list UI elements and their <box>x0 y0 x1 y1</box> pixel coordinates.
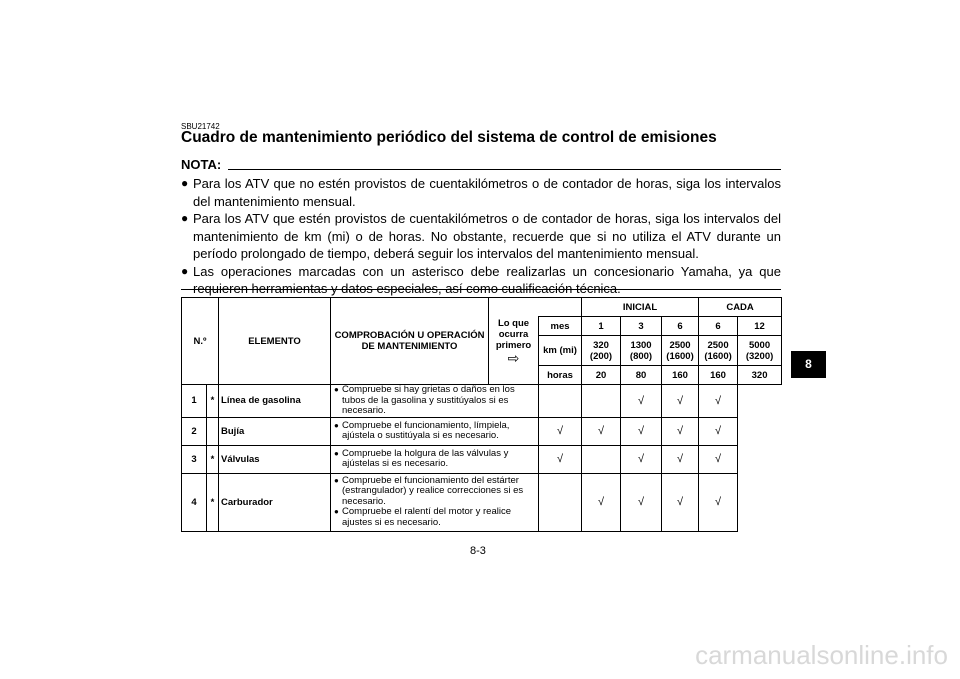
row-number: 1 <box>182 385 207 418</box>
interval-mark: √ <box>662 445 699 473</box>
note-bullet <box>181 263 781 298</box>
row-checks <box>331 385 539 418</box>
row-element: Línea de gasolina <box>219 385 331 418</box>
interval-mark: √ <box>582 417 621 445</box>
bullet-icon: ● <box>181 176 189 190</box>
note-bullets <box>181 175 781 298</box>
interval-mark: √ <box>699 445 738 473</box>
hours-value: 80 <box>621 366 662 385</box>
month-value: 6 <box>699 317 738 336</box>
bullet-icon: ● <box>334 507 339 517</box>
page-heading: Cuadro de mantenimiento periódico del sistema de control de emisiones <box>181 129 717 146</box>
hours-value: 160 <box>699 366 738 385</box>
header-element: ELEMENTO <box>219 298 331 385</box>
hours-label: horas <box>539 366 582 385</box>
note-bullet-text: Las operaciones marcadas con un asterisco debe realizarlas un concesionario Yamaha, ya que requieren herramientas y datos especiales, así como cualificación técnica. <box>193 263 781 296</box>
header-blank <box>539 298 582 317</box>
km-value: 1300 (800) <box>621 336 662 366</box>
interval-mark: √ <box>699 473 738 531</box>
interval-mark <box>539 473 582 531</box>
check-item <box>333 421 536 442</box>
interval-mark: √ <box>662 473 699 531</box>
note-bullet-text: Para los ATV que no estén provistos de cuentakilómetros o de contador de horas, siga los intervalos del mantenimiento mensual. <box>193 176 781 209</box>
interval-mark: √ <box>621 473 662 531</box>
row-checks <box>331 445 539 473</box>
note-header <box>181 157 781 173</box>
row-element: Bujía <box>219 417 331 445</box>
maintenance-table <box>181 297 782 532</box>
whichever-first-label: Lo que ocurra primero <box>495 318 532 351</box>
month-value: 1 <box>582 317 621 336</box>
km-label: km (mi) <box>539 336 582 366</box>
check-text: Compruebe si hay grietas o daños en los tubos de la gasolina y sustitúyalos si es necesario. <box>342 384 515 416</box>
check-text: Compruebe el funcionamiento, límpiela, ajústela o sustitúyala si es necesario. <box>342 419 510 441</box>
bullet-icon: ● <box>334 420 339 430</box>
km-value: 5000 (3200) <box>738 336 782 366</box>
table-row <box>182 417 782 445</box>
row-asterisk: * <box>207 473 219 531</box>
bullet-icon: ● <box>181 211 189 225</box>
km-value: 2500 (1600) <box>662 336 699 366</box>
row-number: 2 <box>182 417 207 445</box>
header-check: COMPROBACIÓN U OPERACIÓN DE MANTENIMIENTO <box>331 298 489 385</box>
table-row <box>182 473 782 531</box>
note-bullet <box>181 175 781 210</box>
interval-mark <box>582 385 621 418</box>
bullet-icon: ● <box>334 475 339 485</box>
interval-mark: √ <box>539 445 582 473</box>
row-checks <box>331 417 539 445</box>
note-bullet <box>181 210 781 263</box>
interval-mark: √ <box>582 473 621 531</box>
month-value: 12 <box>738 317 782 336</box>
header-whichever-first <box>489 298 539 385</box>
check-item <box>333 385 536 417</box>
table-row <box>182 445 782 473</box>
row-asterisk: * <box>207 445 219 473</box>
header-number: N.º <box>182 298 219 385</box>
row-asterisk: * <box>207 385 219 418</box>
interval-mark <box>539 385 582 418</box>
row-checks <box>331 473 539 531</box>
header-every: CADA <box>699 298 782 317</box>
km-value: 320 (200) <box>582 336 621 366</box>
bullet-icon: ● <box>334 385 339 394</box>
interval-mark: √ <box>662 417 699 445</box>
interval-mark: √ <box>662 385 699 418</box>
row-element: Carburador <box>219 473 331 531</box>
interval-mark: √ <box>621 417 662 445</box>
km-value: 2500 (1600) <box>699 336 738 366</box>
bullet-icon: ● <box>181 263 189 278</box>
row-number: 3 <box>182 445 207 473</box>
hours-value: 320 <box>738 366 782 385</box>
header-initial: INICIAL <box>582 298 699 317</box>
interval-mark: √ <box>621 385 662 418</box>
interval-mark: √ <box>699 385 738 418</box>
check-text: Compruebe la holgura de las válvulas y ajústelas si es necesario. <box>342 447 509 469</box>
interval-mark <box>582 445 621 473</box>
note-label: NOTA: <box>181 157 222 172</box>
row-element: Válvulas <box>219 445 331 473</box>
bullet-icon: ● <box>334 448 339 458</box>
chapter-tab: 8 <box>791 351 826 378</box>
month-value: 6 <box>662 317 699 336</box>
interval-mark: √ <box>539 417 582 445</box>
note-rule <box>228 169 781 170</box>
note-bullet-text: Para los ATV que estén provistos de cuentakilómetros o de contador de horas, siga los intervalos del mantenimiento de km (mi) o de horas. No obstante, recuerde que si no utiliza el ATV durante un período prolongado de tiempo, deberá seguir los intervalos del mantenimiento mensual. <box>193 211 781 261</box>
interval-mark: √ <box>699 417 738 445</box>
month-value: 3 <box>621 317 662 336</box>
document-code: SBU21742 <box>181 122 220 131</box>
hours-value: 20 <box>582 366 621 385</box>
page-number: 8-3 <box>470 545 486 557</box>
check-text: Compruebe el funcionamiento del estárter (estrangulador) y realice correcciones si es necesario. <box>342 474 524 507</box>
check-item <box>333 507 536 528</box>
row-asterisk <box>207 417 219 445</box>
check-text: Compruebe el ralentí del motor y realice ajustes si es necesario. <box>342 506 511 528</box>
section-separator <box>181 289 781 290</box>
check-item <box>333 476 536 508</box>
check-item <box>333 449 536 470</box>
watermark: carmanualsonline.info <box>695 640 948 670</box>
hours-value: 160 <box>662 366 699 385</box>
table-row <box>182 385 782 418</box>
row-number: 4 <box>182 473 207 531</box>
arrow-right-icon: ⇨ <box>507 350 520 366</box>
interval-mark: √ <box>621 445 662 473</box>
month-label: mes <box>539 317 582 336</box>
